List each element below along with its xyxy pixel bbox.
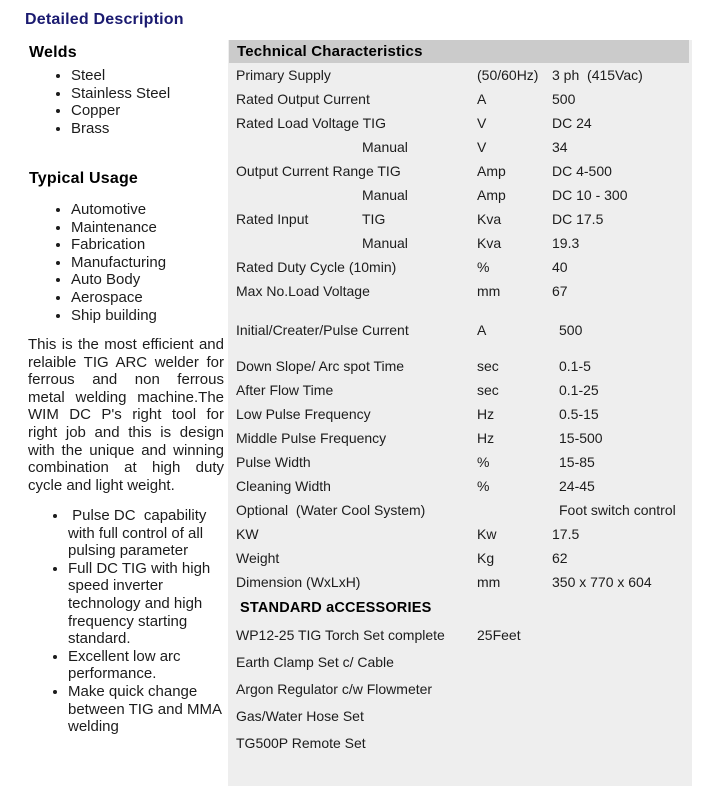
spec-row [228, 450, 692, 474]
accessory-row [228, 730, 692, 757]
typical-usage-item: • Auto Body [71, 271, 220, 289]
spec-unit: % [477, 259, 490, 275]
spec-label [228, 235, 236, 251]
spec-label: Max No.Load Voltage [236, 283, 370, 299]
spec-unit: Kva [477, 211, 502, 227]
spec-rows [228, 63, 692, 594]
accessory-row [228, 703, 692, 730]
spec-value: 500 [559, 322, 583, 338]
spec-value: 40 [552, 259, 568, 275]
accessory-row [228, 622, 692, 649]
spec-unit: Kva [477, 235, 502, 251]
spec-row [228, 570, 692, 594]
spec-label: Rated Output Current [236, 91, 370, 107]
feature-item: • Pulse DC capability with full control of all pulsing parameter [68, 507, 225, 560]
spec-unit: V [477, 139, 487, 155]
accessory-label: Argon Regulator c/w Flowmeter [236, 681, 433, 697]
standard-accessories-heading: STANDARD aCCESSORIES [240, 600, 432, 616]
spec-label: Pulse Width [236, 454, 311, 470]
spec-value: 34 [552, 139, 568, 155]
spec-row [228, 474, 692, 498]
spec-value: 500 [552, 91, 576, 107]
spec-label [228, 139, 236, 155]
welds-heading: Welds [29, 44, 77, 61]
typical-usage-list [25, 201, 220, 324]
typical-usage-heading: Typical Usage [29, 170, 139, 187]
feature-item: • Make quick change between TIG and MMA welding [68, 683, 225, 736]
accessory-label: Gas/Water Hose Set [236, 708, 364, 724]
accessory-row [228, 649, 692, 676]
spec-label: Cleaning Width [236, 478, 331, 494]
spec-unit: sec [477, 382, 499, 398]
feature-item: • Excellent low arc performance. [68, 648, 225, 683]
spec-row [228, 87, 692, 111]
accessory-row [228, 676, 692, 703]
typical-usage-item: • Aerospace [71, 289, 220, 307]
welds-list [25, 67, 220, 137]
spec-unit: A [477, 91, 487, 107]
spec-value: 19.3 [552, 235, 580, 251]
spec-label: Rated Duty Cycle (10min) [236, 259, 397, 275]
spec-value: 15-500 [559, 430, 603, 446]
spec-row [228, 498, 692, 522]
spec-unit: A [477, 322, 487, 338]
welds-item: • Stainless Steel [71, 85, 220, 103]
spec-row [228, 354, 692, 378]
spec-label: Primary Supply [236, 67, 331, 83]
spec-row [228, 402, 692, 426]
spec-unit: mm [477, 283, 501, 299]
spec-label: Rated Input [236, 211, 309, 227]
spec-label: Middle Pulse Frequency [236, 430, 387, 446]
spec-value: Foot switch control [559, 502, 676, 518]
spec-row [228, 183, 692, 207]
description-paragraph: This is the most efficient and relaible TIG ARC welder for ferrous and non ferrous metal welding machine.The WIM DC P's right tool for right job and this is design with the unique and winning combination at high duty cycle and light weight. [28, 336, 224, 494]
spec-label: Rated Load Voltage TIG [236, 115, 386, 131]
technical-characteristics-panel [228, 40, 692, 786]
spec-row [228, 522, 692, 546]
welds-item: • Brass [71, 120, 220, 138]
spec-value: 3 ph (415Vac) [552, 67, 643, 83]
features-list [25, 507, 225, 736]
spec-unit: Kg [477, 550, 495, 566]
spec-row [228, 378, 692, 402]
spec-row [228, 207, 692, 231]
accessory-label: Earth Clamp Set c/ Cable [236, 654, 394, 670]
spec-row [228, 231, 692, 255]
spec-unit: % [477, 454, 490, 470]
spec-unit: sec [477, 358, 499, 374]
spec-value: 15-85 [559, 454, 595, 470]
spec-label: Output Current Range TIG [236, 163, 401, 179]
spec-value: 0.1-25 [559, 382, 599, 398]
spec-label [228, 187, 236, 203]
spec-value: DC 17.5 [552, 211, 604, 227]
feature-item: • Full DC TIG with high speed inverter technology and high frequency starting standard. [68, 560, 225, 648]
spec-row [228, 159, 692, 183]
spec-row [228, 63, 692, 87]
spec-label: After Flow Time [236, 382, 334, 398]
spec-sublabel: TIG [362, 211, 386, 227]
spec-sublabel: Manual [362, 235, 408, 251]
spec-label: Weight [236, 550, 280, 566]
spec-row [228, 546, 692, 570]
spec-value: 350 x 770 x 604 [552, 574, 652, 590]
typical-usage-item: • Manufacturing [71, 254, 220, 272]
spec-value: 0.1-5 [559, 358, 591, 374]
spec-value: 24-45 [559, 478, 595, 494]
typical-usage-item: • Maintenance [71, 219, 220, 237]
spec-unit: Amp [477, 187, 506, 203]
spec-label: Down Slope/ Arc spot Time [236, 358, 405, 374]
spec-value: 62 [552, 550, 568, 566]
spec-row [228, 111, 692, 135]
typical-usage-item: • Ship building [71, 307, 220, 325]
spec-unit: mm [477, 574, 501, 590]
spec-value: DC 10 - 300 [552, 187, 628, 203]
spec-value: DC 4-500 [552, 163, 612, 179]
spec-sublabel: Manual [362, 139, 408, 155]
spec-value: 17.5 [552, 526, 580, 542]
spec-unit: Hz [477, 430, 495, 446]
spec-value: 0.5-15 [559, 406, 599, 422]
technical-characteristics-header: Technical Characteristics [229, 40, 689, 63]
spec-row [228, 426, 692, 450]
spec-label: Initial/Creater/Pulse Current [236, 322, 409, 338]
spec-value: DC 24 [552, 115, 592, 131]
spec-unit: V [477, 115, 487, 131]
spec-row [228, 279, 692, 303]
typical-usage-item: • Fabrication [71, 236, 220, 254]
spec-row [228, 135, 692, 159]
spec-unit: (50/60Hz) [477, 67, 539, 83]
spec-label: Low Pulse Frequency [236, 406, 371, 422]
accessory-value: 25Feet [477, 627, 521, 643]
spec-row [228, 318, 692, 342]
spec-sublabel: Manual [362, 187, 408, 203]
spec-unit: Amp [477, 163, 506, 179]
spec-unit: Kw [477, 526, 497, 542]
welds-item: • Steel [71, 67, 220, 85]
page-title: Detailed Description [25, 11, 184, 28]
typical-usage-item: • Automotive [71, 201, 220, 219]
spec-unit: % [477, 478, 490, 494]
spec-value: 67 [552, 283, 568, 299]
accessories-rows [228, 622, 692, 757]
spec-row [228, 255, 692, 279]
accessory-label: WP12-25 TIG Torch Set complete [236, 627, 445, 643]
welds-item: • Copper [71, 102, 220, 120]
accessory-label: TG500P Remote Set [236, 735, 366, 751]
spec-label: Dimension (WxLxH) [236, 574, 361, 590]
spec-label: KW [236, 526, 259, 542]
spec-unit: Hz [477, 406, 495, 422]
spec-label: Optional (Water Cool System) [236, 502, 426, 518]
